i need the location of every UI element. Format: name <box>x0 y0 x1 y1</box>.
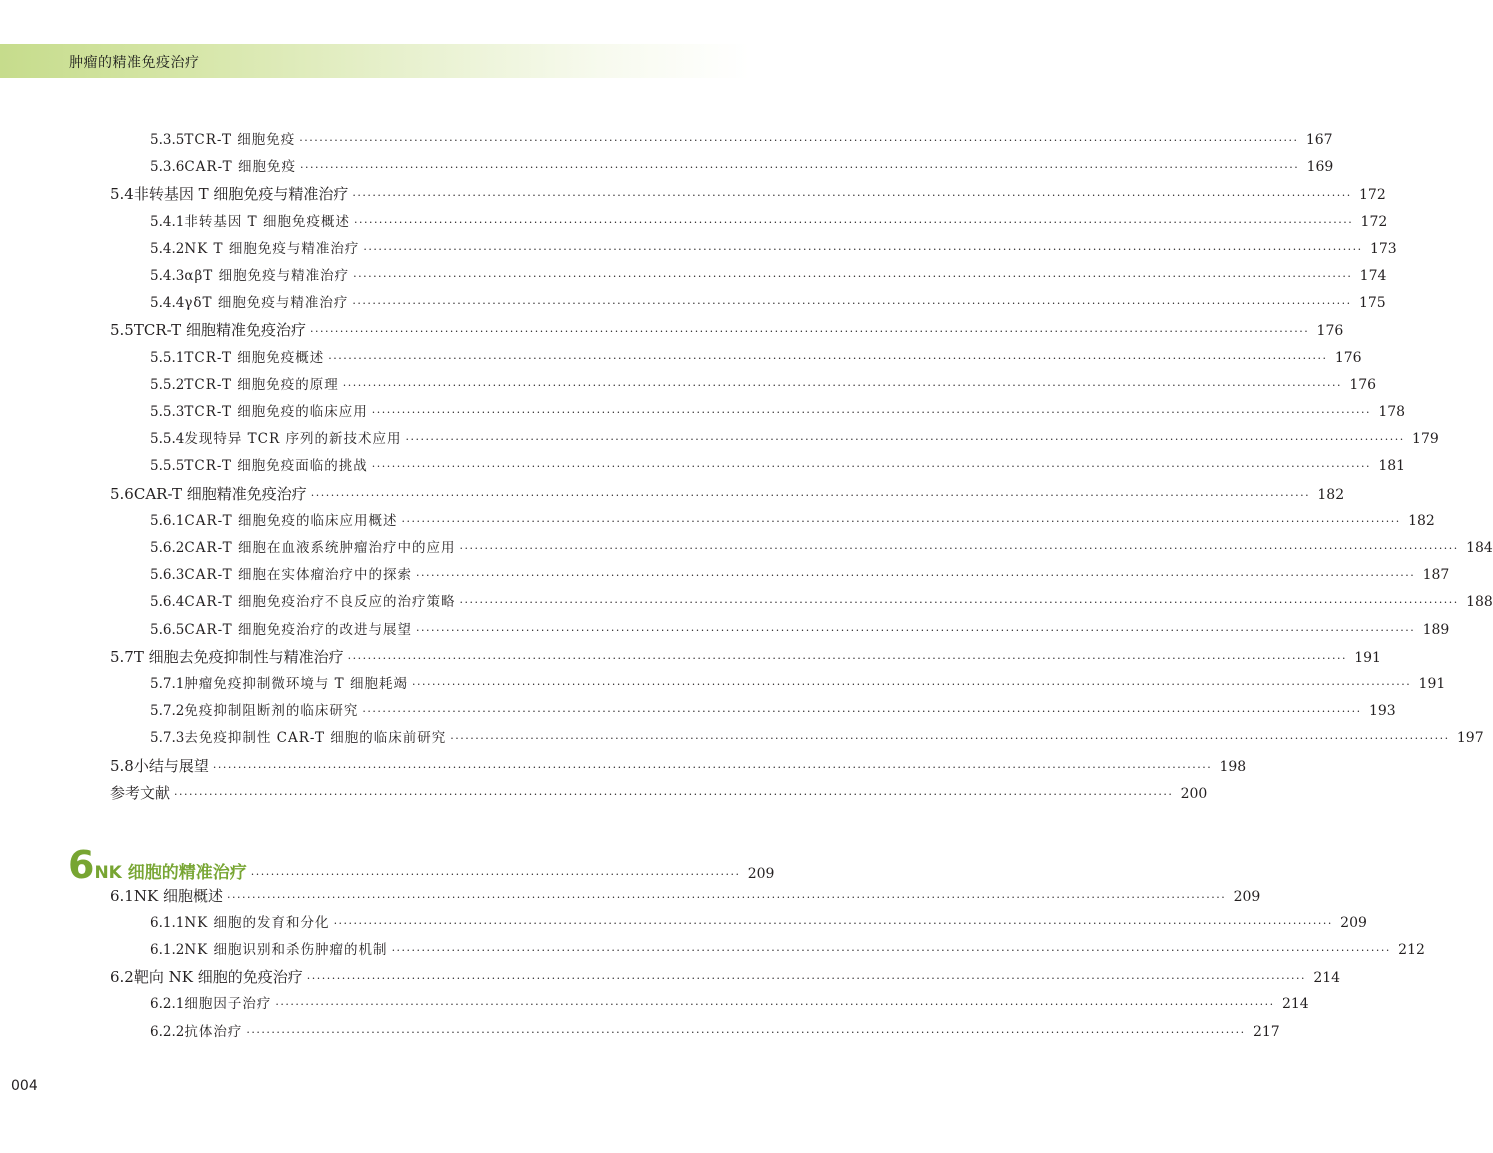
toc-entry[interactable] <box>110 754 1247 778</box>
toc-section-title: TCR-T 细胞免疫面临的挑战 <box>184 458 368 475</box>
toc-section-title: CAR-T 细胞精准免疫治疗 <box>133 484 307 503</box>
toc-entry[interactable] <box>150 992 1309 1016</box>
page-folio: 004 <box>11 1078 38 1094</box>
toc-entry[interactable] <box>150 536 1493 560</box>
toc-page-number: 176 <box>1316 323 1344 340</box>
toc-section-title: T 细胞去免疫抑制性与精准治疗 <box>133 647 344 666</box>
toc-entry[interactable] <box>150 291 1386 315</box>
leader-dots: ········································································································································································································ <box>275 998 1275 1012</box>
toc-section-title: CAR-T 细胞免疫的临床应用概述 <box>184 512 398 529</box>
toc-section-number: 5.5.1 <box>150 349 185 366</box>
toc-page-number: 167 <box>1305 132 1333 148</box>
toc-section-title: CAR-T 细胞免疫 <box>184 159 296 176</box>
leader-dots: ········································································································································································································ <box>306 972 1307 986</box>
toc-section-title: TCR-T 细胞免疫 <box>184 132 296 148</box>
toc-page-number: 172 <box>1360 213 1388 230</box>
leader-dots: ········································································································································································································ <box>363 242 1363 256</box>
toc-page-number: 184 <box>1466 540 1493 556</box>
toc-page-number: 191 <box>1354 649 1381 666</box>
leader-dots: ········································································································································································································ <box>212 760 1213 774</box>
leader-dots: ········································································································································································································ <box>401 514 1401 528</box>
leader-dots: ········································································································································································································ <box>299 134 1299 147</box>
toc-section-number: 5.7.2 <box>150 703 185 720</box>
toc-page-number: 193 <box>1368 703 1396 720</box>
toc-entry[interactable] <box>150 237 1397 261</box>
toc-section-number: 5.5 <box>110 321 134 340</box>
toc-entry-references[interactable] <box>110 781 1208 805</box>
toc-section-number: 5.8 <box>110 756 134 775</box>
toc-section-title: 免疫抑制阻断剂的临床研究 <box>184 703 359 720</box>
leader-dots: ········································································································································································································ <box>174 787 1174 801</box>
chapter-page-number: 209 <box>747 866 775 882</box>
toc-section-title: αβT 细胞免疫与精准治疗 <box>184 268 350 284</box>
toc-section-title: 非转基因 T 细胞免疫与精准治疗 <box>133 185 349 204</box>
toc-entry[interactable] <box>150 128 1333 152</box>
leader-dots: ········································································································································································································ <box>405 433 1405 447</box>
leader-dots: ········································································································································································································ <box>450 732 1450 746</box>
leader-dots: ········································································································································································································ <box>353 215 1354 229</box>
leader-dots: ········································································································································································································ <box>310 488 1311 502</box>
toc-section-title: 参考文献 <box>110 783 171 802</box>
toc-section-title: TCR-T 细胞免疫的原理 <box>184 376 339 393</box>
toc-section-number: 5.5.4 <box>150 431 185 448</box>
toc-section-title: CAR-T 细胞在血液系统肿瘤治疗中的应用 <box>184 540 456 556</box>
toc-section-number: 5.5.2 <box>150 376 185 393</box>
leader-dots: ········································································································································································································ <box>411 678 1412 691</box>
toc-section-number: 5.5.3 <box>150 404 185 420</box>
toc-page-number: 214 <box>1281 996 1309 1013</box>
toc-section-title: 靶向 NK 细胞的免疫治疗 <box>133 968 303 987</box>
toc-page-number: 214 <box>1313 970 1341 987</box>
toc-section-number: 6.2.1 <box>150 996 185 1013</box>
chapter-heading[interactable] <box>68 843 775 887</box>
toc-entry[interactable] <box>110 884 1261 908</box>
toc-section-number: 5.5.5 <box>150 458 185 475</box>
toc-section-title: 抗体治疗 <box>184 1023 243 1040</box>
toc-entry[interactable] <box>150 373 1377 397</box>
toc-entry[interactable] <box>150 346 1362 370</box>
toc-entry[interactable] <box>150 427 1439 451</box>
toc-entry[interactable] <box>150 672 1446 696</box>
toc-entry[interactable] <box>150 509 1435 533</box>
leader-dots: ········································································································································································································ <box>347 651 1347 665</box>
leader-dots: ········································································································································································································ <box>459 542 1459 555</box>
toc-section-number: 5.4.1 <box>150 213 185 230</box>
toc-page-number: 179 <box>1412 431 1439 448</box>
toc-entry[interactable] <box>150 563 1450 587</box>
toc-page-number: 209 <box>1340 915 1367 932</box>
toc-entry[interactable] <box>150 590 1493 614</box>
leader-dots: ········································································································································································································ <box>333 917 1333 931</box>
toc-section-title: CAR-T 细胞在实体瘤治疗中的探索 <box>184 567 412 584</box>
toc-entry[interactable] <box>150 911 1367 935</box>
toc-entry[interactable] <box>150 264 1387 288</box>
toc-page-number: 212 <box>1398 942 1425 959</box>
toc-page-number: 172 <box>1359 187 1386 204</box>
toc-section-number: 5.4.2 <box>150 240 185 257</box>
toc-entry[interactable] <box>150 155 1334 179</box>
toc-section-title: 小结与展望 <box>133 756 209 775</box>
toc-section-title: CAR-T 细胞免疫治疗不良反应的治疗策略 <box>184 594 456 611</box>
toc-section-title: 非转基因 T 细胞免疫概述 <box>184 213 350 230</box>
toc-entry[interactable] <box>110 182 1386 206</box>
toc-section-title: NK T 细胞免疫与精准治疗 <box>184 240 360 257</box>
toc-section-number: 5.4 <box>110 185 134 204</box>
leader-dots: ········································································································································································································ <box>352 189 1352 203</box>
toc-page-number: 181 <box>1378 458 1406 475</box>
leader-dots: ········································································································································································································ <box>352 297 1352 311</box>
toc-entry[interactable] <box>150 454 1406 478</box>
toc-section-number: 5.3.5 <box>150 132 185 148</box>
toc-entry[interactable] <box>150 400 1406 424</box>
toc-section-title: 肿瘤免疫抑制微环境与 T 细胞耗竭 <box>184 676 408 692</box>
toc-entry[interactable] <box>110 482 1345 506</box>
leader-dots: ········································································································································································································ <box>309 325 1310 339</box>
toc-section-title: NK 细胞的发育和分化 <box>184 915 330 932</box>
toc-section-number: 5.3.6 <box>150 159 185 176</box>
toc-section-title: 发现特异 TCR 序列的新技术应用 <box>184 431 402 448</box>
toc-section-title: CAR-T 细胞免疫治疗的改进与展望 <box>184 621 412 638</box>
toc-section-number: 5.6.3 <box>150 567 185 584</box>
toc-page-number: 200 <box>1180 785 1208 802</box>
toc-entry[interactable] <box>150 618 1450 642</box>
toc-section-number: 6.2 <box>110 968 134 987</box>
toc-page-number: 187 <box>1422 567 1450 584</box>
leader-dots: ········································································································································································································ <box>353 270 1353 283</box>
toc-page-number: 182 <box>1317 486 1345 503</box>
toc-page-number: 169 <box>1306 159 1334 176</box>
toc-section-number: 5.4.4 <box>150 295 185 312</box>
toc-section-number: 5.4.3 <box>150 268 185 284</box>
toc-page-number: 188 <box>1466 594 1493 611</box>
running-header-title: 肿瘤的精准免疫治疗 <box>69 55 200 71</box>
toc-section-number: 5.6.5 <box>150 621 185 638</box>
running-header <box>0 44 750 78</box>
toc-section-title: 去免疫抑制性 CAR-T 细胞的临床前研究 <box>184 730 447 747</box>
toc-page-number: 197 <box>1456 730 1484 747</box>
leader-dots: ········································································································································································································ <box>415 569 1416 583</box>
toc-section-title: NK 细胞概述 <box>133 887 223 905</box>
leader-dots: ········································································································································································································ <box>362 705 1362 719</box>
toc-entry[interactable] <box>110 318 1344 342</box>
toc-entry[interactable] <box>110 965 1341 989</box>
leader-dots: ········································································································································································································ <box>391 944 1391 958</box>
toc-section-number: 6.2.2 <box>150 1023 185 1040</box>
toc-section-title: γδT 细胞免疫与精准治疗 <box>184 295 349 312</box>
toc-section-number: 5.6 <box>110 484 134 503</box>
chapter-number: 6 <box>68 843 95 887</box>
toc-section-number: 5.7 <box>110 647 134 666</box>
toc-section-number: 5.6.1 <box>150 512 185 529</box>
leader-dots: ········································································································································································································ <box>246 1025 1246 1039</box>
toc-page-number: 191 <box>1418 676 1446 692</box>
leader-dots: ········································································································································································································ <box>415 623 1416 637</box>
leader-dots: ········································································································································································································ <box>459 596 1459 610</box>
toc-section-number: 6.1 <box>110 887 134 905</box>
toc-section-number: 6.1.1 <box>150 915 185 932</box>
toc-page-number: 176 <box>1334 349 1362 366</box>
toc-section-title: 细胞因子治疗 <box>184 996 272 1013</box>
toc-page-number: 209 <box>1233 889 1261 905</box>
leader-dots: ········································································································································································································ <box>371 406 1372 419</box>
leader-dots: ·································································································· <box>250 868 741 881</box>
toc-entry[interactable] <box>150 1020 1280 1044</box>
toc-section-title: TCR-T 细胞精准免疫治疗 <box>133 321 306 340</box>
toc-page-number: 198 <box>1219 758 1247 775</box>
toc-entry[interactable] <box>150 726 1484 750</box>
toc-page-number: 175 <box>1358 295 1386 312</box>
leader-dots: ········································································································································································································ <box>226 891 1227 904</box>
toc-entry[interactable] <box>150 699 1396 723</box>
toc-section-number: 5.7.1 <box>150 676 185 692</box>
leader-dots: ········································································································································································································ <box>371 460 1372 474</box>
toc-page-number: 174 <box>1359 268 1387 284</box>
toc-entry[interactable] <box>150 938 1425 962</box>
toc-section-number: 5.7.3 <box>150 730 185 747</box>
toc-page-number: 176 <box>1349 376 1377 393</box>
toc-section-title: TCR-T 细胞免疫的临床应用 <box>184 404 368 420</box>
toc-entry[interactable] <box>110 645 1381 669</box>
toc-section-number: 5.6.4 <box>150 594 185 611</box>
leader-dots: ········································································································································································································ <box>328 351 1328 365</box>
toc-section-title: NK 细胞识别和杀伤肿瘤的机制 <box>184 942 388 959</box>
toc-page-number: 217 <box>1252 1023 1280 1040</box>
toc-page-number: 182 <box>1408 512 1435 529</box>
leader-dots: ········································································································································································································ <box>299 161 1300 175</box>
toc-entry[interactable] <box>150 210 1388 234</box>
toc-section-number: 5.6.2 <box>150 540 185 556</box>
toc-page-number: 173 <box>1369 240 1397 257</box>
toc-section-number: 6.1.2 <box>150 942 185 959</box>
toc-page-number: 189 <box>1422 621 1450 638</box>
chapter-title: NK 细胞的精准治疗 <box>94 863 247 883</box>
leader-dots: ········································································································································································································ <box>342 378 1343 392</box>
toc-section-title: TCR-T 细胞免疫概述 <box>184 349 325 366</box>
toc-page-number: 178 <box>1378 404 1406 420</box>
